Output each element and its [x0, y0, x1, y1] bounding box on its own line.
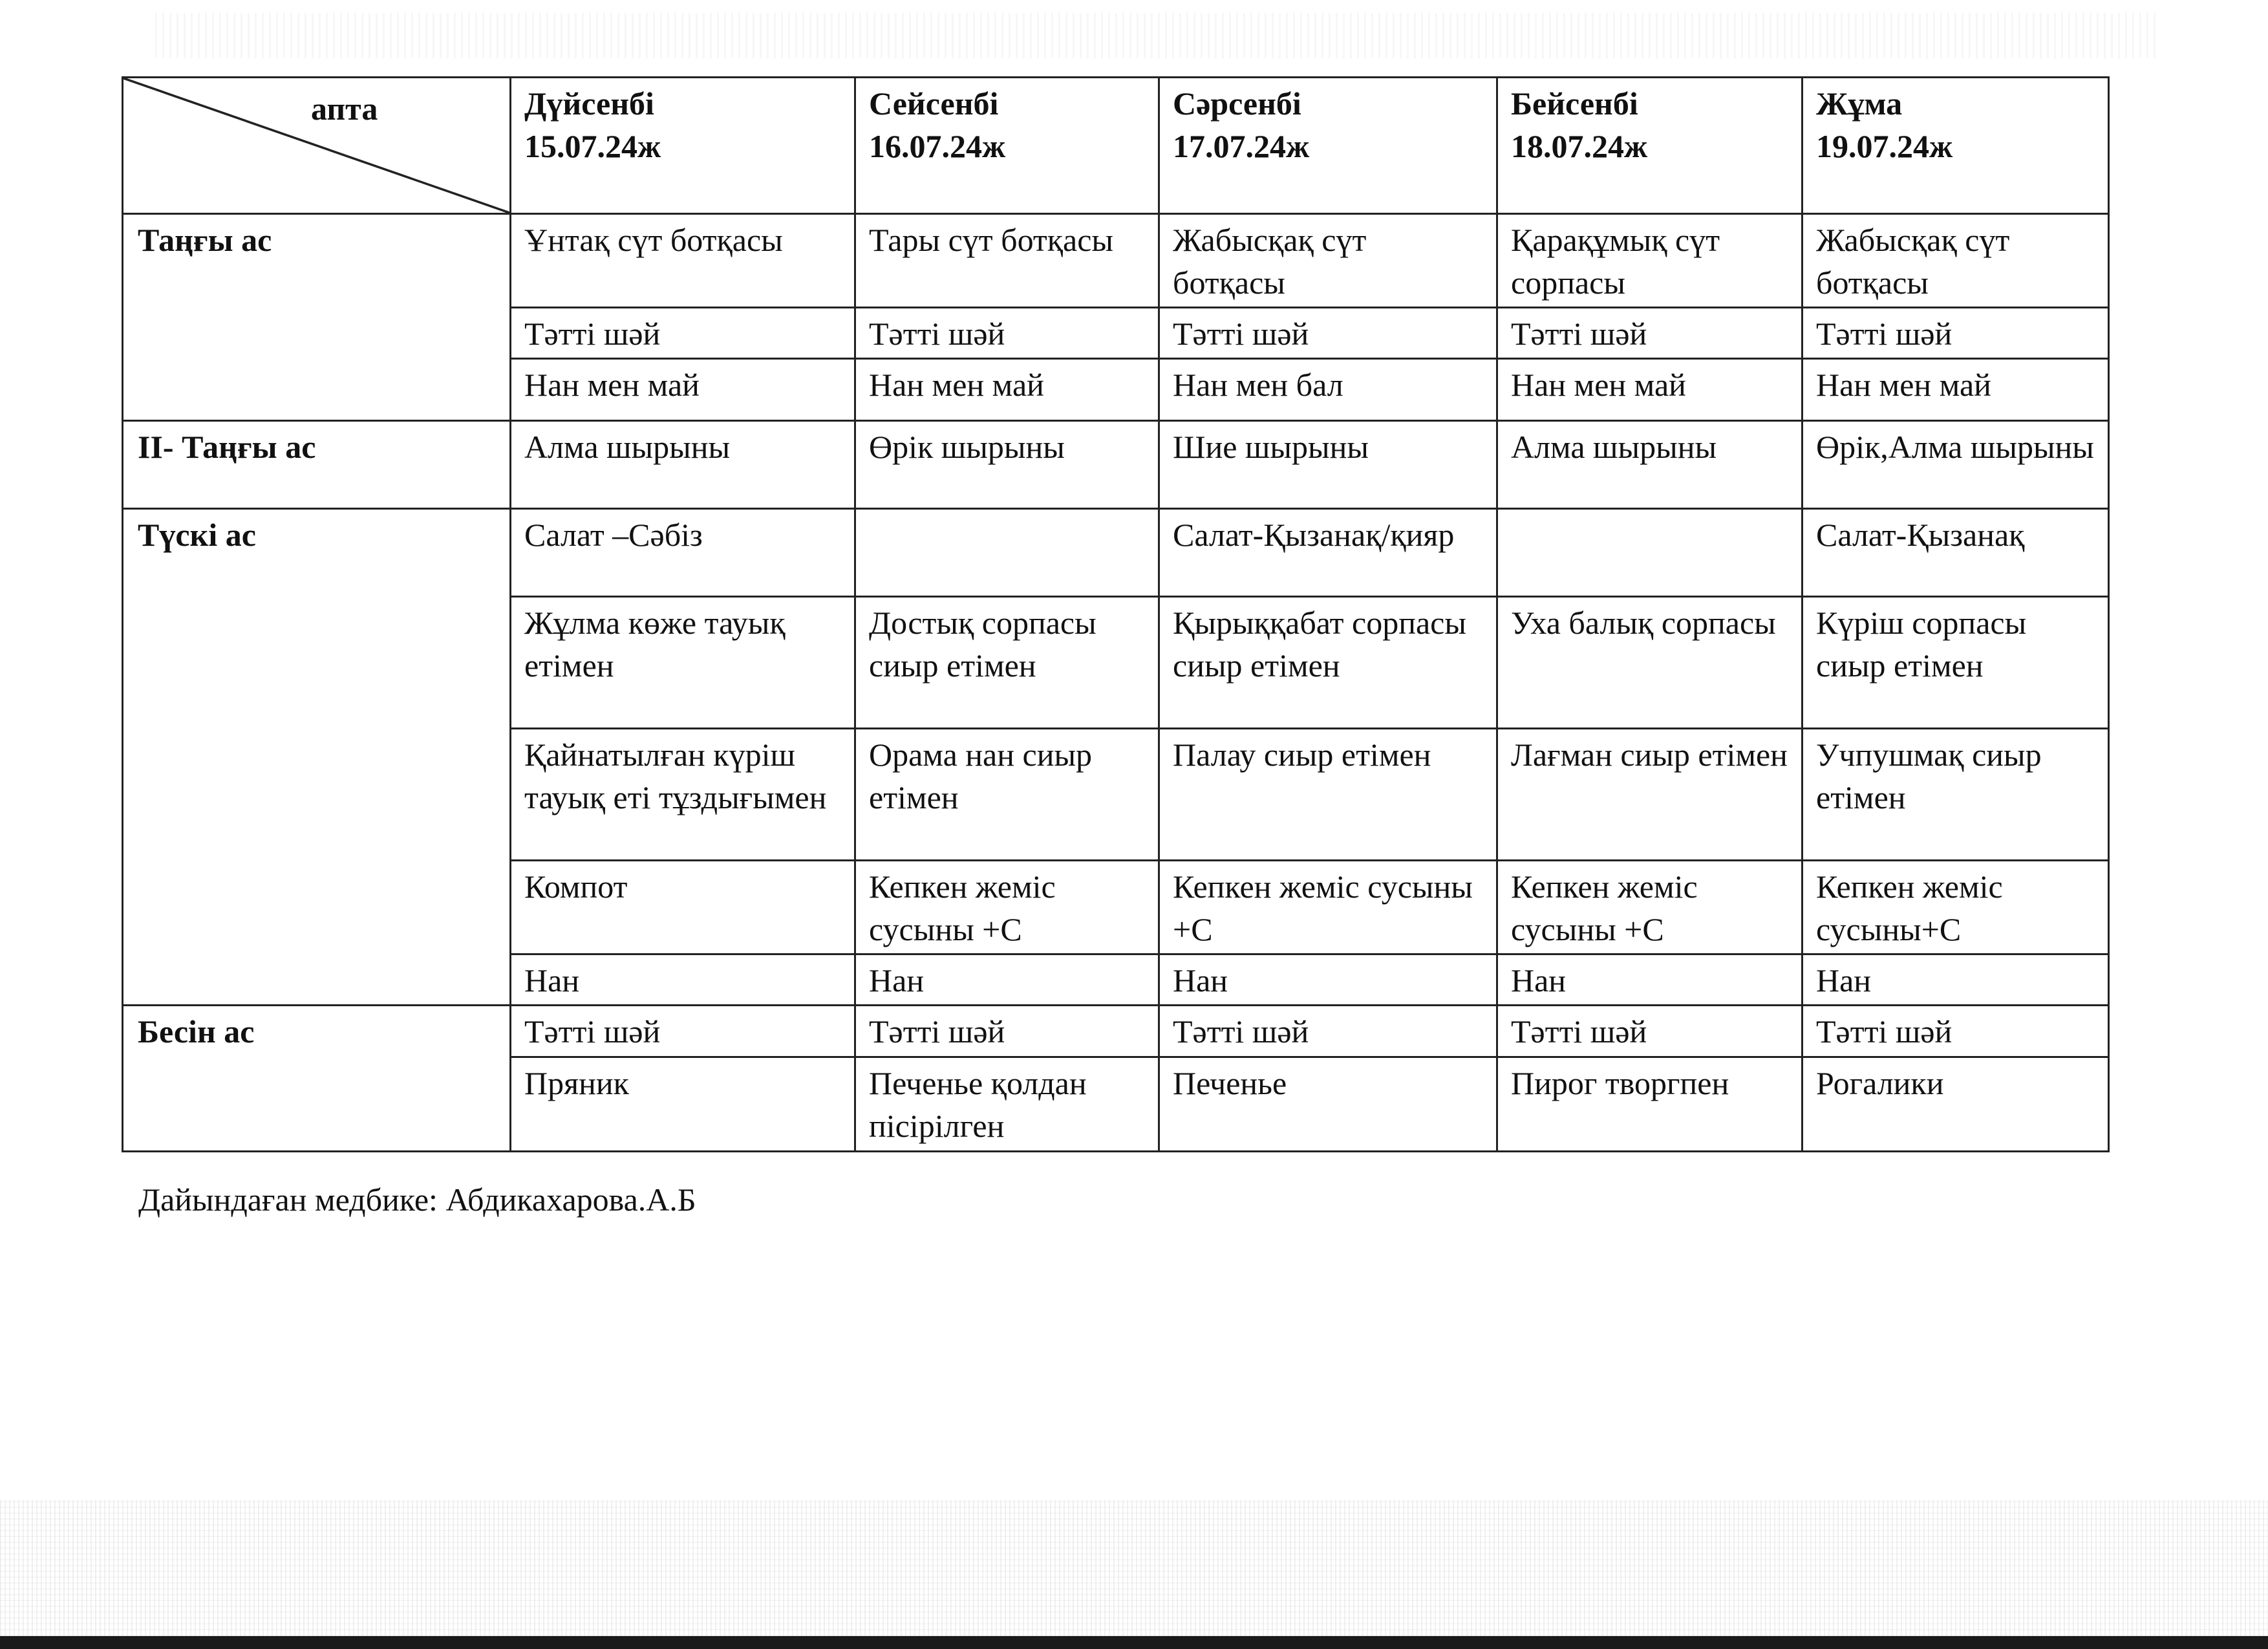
day-name: Дүйсенбі — [524, 85, 654, 122]
menu-cell: Өрік,Алма шырыны — [1803, 421, 2109, 509]
menu-cell: Компот — [511, 861, 855, 954]
menu-cell: Жұлма көже тауық етімен — [511, 597, 855, 729]
day-header-thursday — [1497, 78, 1803, 214]
menu-cell: Жабысқақ сүт ботқасы — [1803, 214, 2109, 308]
menu-cell: Кепкен жеміс сусыны +С — [1497, 861, 1803, 954]
menu-cell: Тәтті шәй — [1497, 1006, 1803, 1057]
menu-cell: Орама нан сиыр етімен — [855, 729, 1159, 861]
day-date: 18.07.24ж — [1511, 128, 1648, 164]
menu-cell — [1497, 509, 1803, 597]
menu-cell: Алма шырыны — [1497, 421, 1803, 509]
menu-cell: Өрік шырыны — [855, 421, 1159, 509]
day-date: 19.07.24ж — [1816, 128, 1953, 164]
menu-cell: Тәтті шәй — [855, 1006, 1159, 1057]
menu-cell: Тәтті шәй — [511, 308, 855, 359]
day-header-tuesday — [855, 78, 1159, 214]
menu-cell: Салат-Қызанақ — [1803, 509, 2109, 597]
menu-cell: Нан — [1803, 954, 2109, 1006]
menu-cell: Тары сүт ботқасы — [855, 214, 1159, 308]
menu-cell: Тәтті шәй — [1803, 308, 2109, 359]
menu-cell: Тәтті шәй — [511, 1006, 855, 1057]
menu-cell: Нан — [1497, 954, 1803, 1006]
menu-cell: Пирог творгпен — [1497, 1057, 1803, 1152]
meal-label-afternoon-snack: Бесін ас — [123, 1006, 511, 1152]
menu-cell: Тәтті шәй — [1497, 308, 1803, 359]
prepared-by-note: Дайындаған медбике: Абдикахарова.А.Б — [138, 1181, 696, 1218]
menu-cell: Нан мен бал — [1159, 359, 1497, 421]
menu-cell: Учпушмақ сиыр етімен — [1803, 729, 2109, 861]
menu-cell: Уха балық сорпасы — [1497, 597, 1803, 729]
day-name: Жұма — [1816, 85, 1903, 122]
menu-cell: Қырыққабат сорпасы сиыр етімен — [1159, 597, 1497, 729]
menu-cell: Салат-Қызанақ/қияр — [1159, 509, 1497, 597]
day-date: 16.07.24ж — [869, 128, 1006, 164]
menu-cell: Рогалики — [1803, 1057, 2109, 1152]
day-date: 15.07.24ж — [524, 128, 661, 164]
menu-cell: Қайнатылған күріш тауық еті тұздығымен — [511, 729, 855, 861]
menu-cell: Нан мен май — [1803, 359, 2109, 421]
meal-label-lunch: Түскі ас — [123, 509, 511, 1006]
table-row — [123, 421, 2109, 509]
menu-cell: Кепкен жеміс сусыны +С — [1159, 861, 1497, 954]
day-header-friday — [1803, 78, 2109, 214]
menu-cell: Лағман сиыр етімен — [1497, 729, 1803, 861]
day-date: 17.07.24ж — [1173, 128, 1310, 164]
table-row — [123, 509, 2109, 597]
menu-cell: Нан мен май — [1497, 359, 1803, 421]
menu-cell: Нан — [1159, 954, 1497, 1006]
menu-cell: Жабысқақ сүт ботқасы — [1159, 214, 1497, 308]
menu-cell: Кепкен жеміс сусыны+С — [1803, 861, 2109, 954]
header-row — [123, 78, 2109, 214]
menu-cell: Достық сорпасы сиыр етімен — [855, 597, 1159, 729]
menu-cell: Алма шырыны — [511, 421, 855, 509]
menu-cell: Тәтті шәй — [855, 308, 1159, 359]
menu-cell: Палау сиыр етімен — [1159, 729, 1497, 861]
table-row — [123, 1006, 2109, 1057]
day-name: Сейсенбі — [869, 85, 999, 122]
menu-cell: Ұнтақ сүт ботқасы — [511, 214, 855, 308]
menu-cell: Күріш сорпасы сиыр етімен — [1803, 597, 2109, 729]
week-label: апта — [311, 91, 378, 127]
day-name: Сәрсенбі — [1173, 85, 1301, 122]
menu-cell: Нан — [511, 954, 855, 1006]
day-header-wednesday — [1159, 78, 1497, 214]
menu-cell: Тәтті шәй — [1159, 308, 1497, 359]
menu-cell: Печенье — [1159, 1057, 1497, 1152]
menu-cell: Тәтті шәй — [1159, 1006, 1497, 1057]
meal-label-second-breakfast: II- Таңғы ас — [123, 421, 511, 509]
scan-edge-bar — [0, 1636, 2268, 1649]
menu-cell: Кепкен жеміс сусыны +С — [855, 861, 1159, 954]
scan-noise-top — [155, 13, 2159, 58]
table-row — [123, 214, 2109, 308]
menu-cell: Нан мен май — [511, 359, 855, 421]
menu-cell: Салат –Сәбіз — [511, 509, 855, 597]
corner-cell — [123, 78, 511, 214]
menu-cell — [855, 509, 1159, 597]
menu-cell: Тәтті шәй — [1803, 1006, 2109, 1057]
menu-cell: Пряник — [511, 1057, 855, 1152]
menu-cell: Нан мен май — [855, 359, 1159, 421]
menu-cell: Нан — [855, 954, 1159, 1006]
day-header-monday — [511, 78, 855, 214]
menu-cell: Қарақұмық сүт сорпасы — [1497, 214, 1803, 308]
day-name: Бейсенбі — [1511, 85, 1638, 122]
menu-cell: Шие шырыны — [1159, 421, 1497, 509]
scan-noise-bottom — [0, 1500, 2268, 1636]
menu-cell: Печенье қолдан пісірілген — [855, 1057, 1159, 1152]
meal-label-breakfast: Таңғы ас — [123, 214, 511, 421]
weekly-menu-table — [122, 76, 2110, 1152]
